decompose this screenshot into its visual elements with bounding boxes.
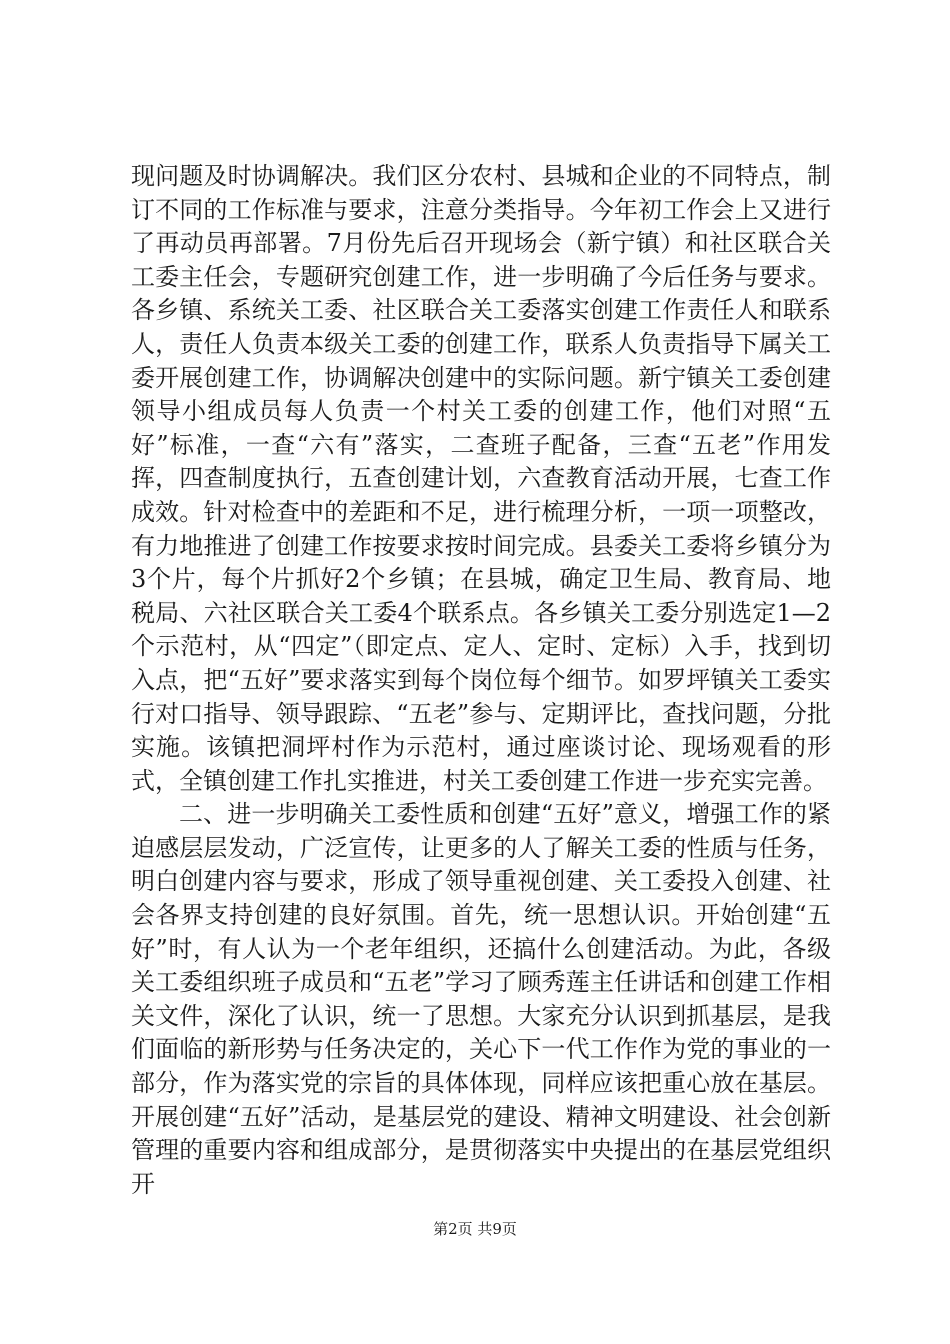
document-body (131, 160, 831, 1201)
paragraph-continuation: 现问题及时协调解决。我们区分农村、县城和企业的不同特点，制订不同的工作标准与要求，注意分类指导。今年初工作会上又进行了再动员再部署。7月份先后召开现场会（新宁镇）和社区联合关工委主任会，专题研究创建工作，进一步明确了今后任务与要求。各乡镇、系统关工委、社区联合关工委落实创建工作责任人和联系人，责任人负责本级关工委的创建工作，联系人负责指导下属关工委开展创建工作，协调解决创建中的实际问题。新宁镇关工委创建领导小组成员每人负责一个村关工委的创建工作，他们对照“五好”标准，一查“六有”落实，二查班子配备，三查“五老”作用发挥，四查制度执行，五查创建计划，六查教育活动开展，七查工作成效。针对检查中的差距和不足，进行梳理分析，一项一项整改，有力地推进了创建工作按要求按时间完成。县委关工委将乡镇分为3个片，每个片抓好2个乡镇；在县城，确定卫生局、教育局、地税局、六社区联合关工委4个联系点。各乡镇关工委分别选定1—2个示范村，从“四定”（即定点、定人、定时、定标）入手，找到切入点，把“五好”要求落实到每个岗位每个细节。如罗坪镇关工委实行对口指导、领导跟踪、“五老”参与、定期评比，查找问题，分批实施。该镇把洞坪村作为示范村，通过座谈讨论、现场观看的形式，全镇创建工作扎实推进，村关工委创建工作进一步充实完善。 (131, 162, 831, 795)
paragraph-section-two: 二、进一步明确关工委性质和创建“五好”意义，增强工作的紧迫感层层发动，广泛宣传，让更多的人了解关工委的性质与任务，明白创建内容与要求，形成了领导重视创建、关工委投入创建、社会各界支持创建的良好氛围。首先，统一思想认识。开始创建“五好”时，有人认为一个老年组织，还搞什么创建活动。为此，各级关工委组织班子成员和“五老”学习了顾秀莲主任讲话和创建工作相关文件，深化了认识，统一了思想。大家充分认识到抓基层，是我们面临的新形势与任务决定的，关心下一代工作作为党的事业的一部分，作为落实党的宗旨的具体体现，同样应该把重心放在基层。开展创建“五好”活动，是基层党的建设、精神文明建设、社会创新管理的重要内容和组成部分，是贯彻落实中央提出的在基层党组织开 (131, 800, 831, 1198)
page-number-footer: 第2页 共9页 (433, 1220, 517, 1238)
